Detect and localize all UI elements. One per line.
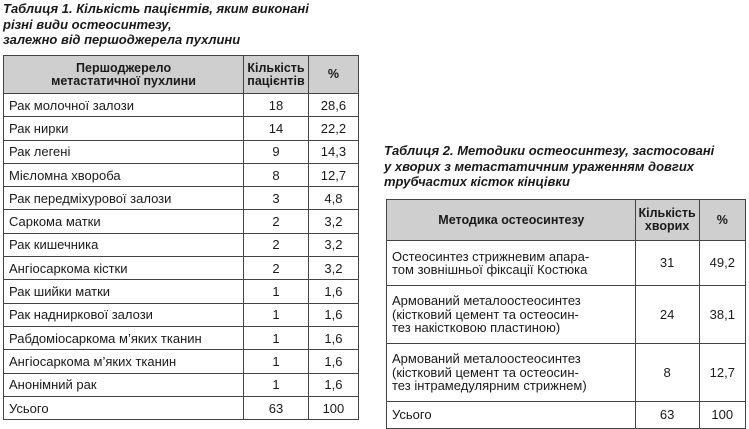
cell-method: [387, 402, 636, 429]
table1-header-count: [244, 56, 309, 94]
table2-caption: [384, 143, 749, 190]
cell-count: 63: [635, 402, 699, 429]
table-row: [387, 344, 746, 402]
table-row: [4, 117, 359, 140]
cell-percent: 100: [308, 396, 358, 419]
method-line: Армований металоостеосинтез: [392, 351, 581, 367]
table-row: [387, 286, 746, 344]
cell-count: 2: [244, 257, 309, 280]
cell-source: Рак шийки матки: [4, 280, 244, 303]
cell-percent: 14,3: [308, 140, 358, 163]
cell-percent: 1,6: [308, 350, 358, 373]
method-line: (кістковий цемент та остеосин-: [392, 364, 579, 380]
cell-count: 8: [635, 344, 699, 402]
cell-count: 2: [244, 233, 309, 256]
table2: [386, 199, 746, 429]
cell-percent: 49,2: [699, 241, 745, 286]
cell-percent: 38,1: [699, 286, 745, 344]
table2-caption-line: Таблиця 2. Методики остеосинтезу, застосовані: [384, 143, 715, 158]
cell-percent: 3,2: [308, 210, 358, 233]
header-line: Кількість: [247, 60, 305, 75]
cell-count: 1: [244, 280, 309, 303]
cell-count: 63: [244, 396, 309, 419]
table-row: [4, 163, 359, 186]
table-row: [4, 187, 359, 210]
cell-count: 31: [635, 241, 699, 286]
table2-header-method: Методика остеосинтезу: [387, 200, 636, 241]
cell-percent: 28,6: [308, 94, 358, 117]
cell-percent: 4,8: [308, 187, 358, 210]
cell-count: 1: [244, 326, 309, 349]
table-row: [4, 396, 359, 419]
table-row: [4, 257, 359, 280]
table1-header-row: [4, 56, 359, 94]
method-line: Усього: [392, 407, 432, 423]
method-line: тез інтрамедулярним стрижнем): [392, 378, 587, 394]
table1-caption-line: різні види остеосинтезу,: [3, 16, 172, 32]
method-line: Остеосинтез стрижневим апара-: [392, 248, 590, 264]
cell-method: [387, 286, 636, 344]
cell-percent: 3,2: [308, 257, 358, 280]
header-line: хворих: [644, 219, 690, 233]
table-row: [4, 94, 359, 117]
cell-source: Рабдоміосаркома м’яких тканин: [4, 326, 244, 349]
cell-count: 24: [635, 286, 699, 344]
cell-percent: 1,6: [308, 373, 358, 396]
table1-header-percent: %: [308, 56, 358, 94]
table1-caption: [3, 1, 363, 48]
cell-percent: 3,2: [308, 233, 358, 256]
cell-source: Мієломна хвороба: [4, 163, 244, 186]
header-line: Кількість: [638, 206, 696, 220]
table-row: [4, 210, 359, 233]
table-row: [4, 280, 359, 303]
table-row: [4, 373, 359, 396]
cell-count: 2: [244, 210, 309, 233]
cell-percent: 12,7: [699, 344, 745, 402]
table-row: [4, 303, 359, 326]
cell-percent: 1,6: [308, 280, 358, 303]
table2-header-row: [387, 200, 746, 241]
cell-source: Рак передміхурової залози: [4, 187, 244, 210]
cell-count: 1: [244, 350, 309, 373]
cell-source: Ангіосаркома кістки: [4, 257, 244, 280]
cell-source: Саркома матки: [4, 210, 244, 233]
table-row: [4, 326, 359, 349]
table-row: [387, 241, 746, 286]
cell-method: [387, 241, 636, 286]
header-line: метастатичної пухлини: [51, 73, 196, 88]
table-row: [4, 350, 359, 373]
cell-count: 18: [244, 94, 309, 117]
cell-source: Рак легені: [4, 140, 244, 163]
cell-source: Усього: [4, 396, 244, 419]
cell-source: Ангіосаркома м’яких тканин: [4, 350, 244, 373]
header-line: пацієнтів: [247, 73, 305, 88]
cell-source: Рак молочної залози: [4, 94, 244, 117]
table-row: [4, 233, 359, 256]
cell-percent: 1,6: [308, 326, 358, 349]
cell-method: [387, 344, 636, 402]
cell-count: 3: [244, 187, 309, 210]
table2-caption-line: трубчастих кісток кінцівки: [384, 174, 570, 189]
cell-count: 9: [244, 140, 309, 163]
method-line: Армований металоостеосинтез: [392, 293, 581, 309]
cell-source: Анонімний рак: [4, 373, 244, 396]
table-row: [387, 402, 746, 429]
table1-caption-line: залежно від першоджерела пухлини: [3, 32, 241, 47]
cell-source: Рак нирки: [4, 117, 244, 140]
cell-percent: 12,7: [308, 163, 358, 186]
header-line: Першоджерело: [76, 60, 172, 75]
table2-caption-line: у хворих з метастатичним ураженням довгих: [384, 158, 694, 174]
cell-percent: 1,6: [308, 303, 358, 326]
table2-header-percent: %: [699, 200, 745, 241]
cell-count: 14: [244, 117, 309, 140]
method-line: том зовнішньої фіксації Костюка: [392, 262, 588, 277]
table1-header-source: [4, 56, 244, 94]
table1: [3, 55, 359, 420]
cell-percent: 22,2: [308, 117, 358, 140]
table2-header-count: [635, 200, 699, 241]
method-line: (кістковий цемент та остеосин-: [392, 306, 579, 322]
method-line: тез накістковою пластиною): [392, 320, 561, 336]
cell-source: Рак кишечника: [4, 233, 244, 256]
table1-caption-line: Таблиця 1. Кількість пацієнтів, яким виконані: [3, 1, 309, 16]
cell-count: 1: [244, 373, 309, 396]
cell-count: 1: [244, 303, 309, 326]
cell-percent: 100: [699, 402, 745, 429]
cell-source: Рак надниркової залози: [4, 303, 244, 326]
table-row: [4, 140, 359, 163]
cell-count: 8: [244, 163, 309, 186]
